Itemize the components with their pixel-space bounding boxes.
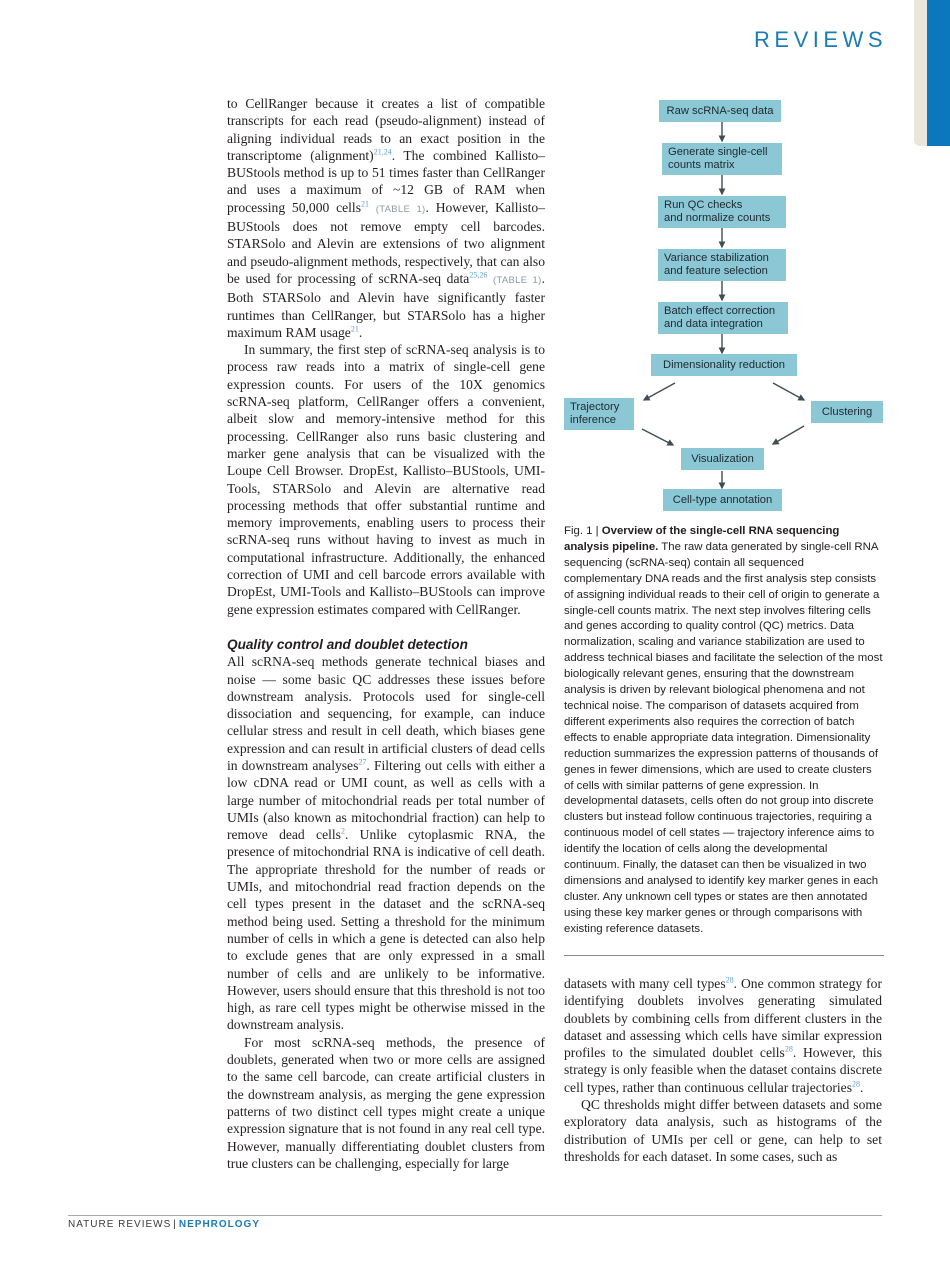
box-variance-stabilization: Variance stabilization and feature selection: [658, 249, 786, 281]
caption-divider: [564, 955, 884, 956]
box-trajectory-inference: Trajectory inference: [564, 398, 634, 430]
figure-caption-body: The raw data generated by single-cell RNA sequencing (scRNA-seq) contain all sequenced complementary DNA reads and the first analysis step consists of assigning individual reads to their cell of origin to generate a single-cell counts matrix. The next step involves filtering cells and genes according to quality control (QC) metrics. Data normalization, scaling and variance stabilization are used to address technical biases and facilitate the selection of the most biologically relevant genes, ensuring that the downstream analysis is driven by relevant biological phenomena and not technical noise. The comparison of datasets acquired from different experiments also requires the correction of batch effects to enable appropriate data integration. Dimensionality reduction summarizes the expression patterns of thousands of genes in fewer dimensions, which are used to create clusters of cells with similar patterns of gene expression. In developmental datasets, cells often do not group into discrete clusters but instead follow continuous trajectories, requiring a continuous model of cell states — trajectory inference aims to identify the location of cells along the developmental continuum. Finally, the dataset can then be visualized in two dimensions and analysed to identify key marker genes in each cluster. Any unknown cell types or states are then annotated using these key marker genes or through comparisons with existing reference datasets.: [564, 540, 883, 935]
journal-name: NEPHROLOGY: [178, 1219, 261, 1230]
section-header: REVIEWS: [754, 27, 887, 52]
left-column: [227, 95, 545, 1172]
box-batch-correction: Batch effect correction and data integration: [658, 302, 788, 334]
citation-link[interactable]: 28: [725, 975, 734, 985]
paragraph: to CellRanger because it creates a list of compatible transcripts for each read (pseudo-alignment) instead of aligning individual reads to an exact position in the transcriptome (alignment)$^{21,24}$. The combined Kallisto–BUStools method is up to 51 times faster than CellRanger and uses a maximum of ~12 GB of RAM when processing 50,000 cells$^{21}$ (TABLE 1). However, Kallisto–BUStools does not remove empty cell barcodes. STARSolo and Alevin are extensions of two alignment and pseudo-alignment methods, respectively, that can also be used for processing of scRNA-seq data$^{25,26}$ (TABLE 1). Both STARSolo and Alevin have significantly faster runtimes than CellRanger, but STARSolo has a higher maximum RAM usage$^{21}$.: [227, 96, 546, 340]
paragraph: QC thresholds might differ between datasets and some exploratory data analysis, such as histograms of the distribution of UMIs per cell or gene, can help to set thresholds for each dataset. In some cases, such as: [564, 1097, 882, 1164]
citation-link[interactable]: 28: [784, 1044, 793, 1054]
citation-link[interactable]: 21,24: [373, 147, 392, 157]
publisher-name: NATURE REVIEWS: [68, 1219, 172, 1230]
figure-title: Overview of the single-cell RNA sequencing analysis pipeline.: [564, 525, 840, 553]
citation-link[interactable]: 2: [340, 826, 345, 836]
box-counts-matrix: Generate single-cell counts matrix: [662, 143, 782, 175]
paragraph: For most scRNA-seq methods, the presence of doublets, generated when two or more cells are assigned to the same cell barcode, can create artificial clusters in the downstream analysis, as merging the gene expression patterns of two distinct cell types might create a unique expression signature that is not found in any real cell type. However, manually differentiating doublet clusters from true clusters can be challenging, especially for large: [227, 1034, 545, 1171]
box-visualization: Visualization: [681, 448, 764, 470]
paragraph: All scRNA-seq methods generate technical biases and noise — some basic QC addresses these issues before downstream analysis. Protocols used for single-cell dissociation and sequencing, for example, can induce cellular stress and result in cell death, which biases gene expression and can result in artificial clusters of dead cells in downstream analyses$^{27}$. Filtering out cells with either a low cDNA read or UMI count, as well as cells with a large number of mitochondrial reads per total number of UMIs (also known as mitochondrial fraction) can help to remove dead cells$^2$. Unlike cytoplasmic RNA, the presence of mitochondrial RNA is indicative of cell death. The appropriate threshold for the number of reads or UMIs, and mitochondrial read fraction depends on the cell types present in the dataset and the scRNA-seq method being used. Setting a threshold for the minimum number of cells in which a gene is detected can also help to exclude genes that are only expressed in a small number of cells and are unlikely to be informative. However, users should ensure that this threshold is not too high, as rare cell types might be otherwise missed in the downstream analysis.: [227, 654, 545, 1033]
box-dimensionality-reduction: Dimensionality reduction: [651, 354, 797, 376]
section-color-tab: [927, 0, 950, 146]
citation-link[interactable]: 25,26: [469, 270, 488, 280]
citation-link[interactable]: 21: [361, 199, 369, 209]
box-qc-normalize: Run QC checks and normalize counts: [658, 196, 786, 228]
section-heading: Quality control and doublet detection: [227, 636, 468, 652]
pipeline-figure: [562, 96, 884, 516]
citation-link[interactable]: 27: [358, 757, 367, 767]
page-footer: [68, 1219, 260, 1230]
paragraph: In summary, the first step of scRNA-seq analysis is to process raw reads into a matrix of single-cell gene expression counts. For users of the 10X genomics scRNA-seq platform, CellRanger offers a convenient, albeit slow and memory-intensive method for this processing. CellRanger also runs basic clustering and marker gene analysis that can be visualized with the Loupe Cell Browser. DropEst, Kallisto–BUStools, UMI-Tools, STARSolo and Alevin are alternative read processing methods that offer substantial runtime and memory improvements, enabling users to process their scRNA-seq runs without having to invest as much in computational infrastructure. Additionally, the enhanced correction of UMI and cell barcode errors available with DropEst, UMI-Tools and Kallisto–BUStools can improve gene expression estimates compared with CellRanger.: [227, 342, 545, 617]
box-clustering: Clustering: [811, 401, 883, 423]
figure-caption: [564, 524, 884, 938]
page-edge-tab: [914, 0, 928, 146]
figure-label: Fig. 1 |: [564, 525, 602, 537]
table-link[interactable]: (TABLE 1): [375, 203, 426, 215]
box-raw-data: Raw scRNA-seq data: [659, 100, 781, 122]
citation-link[interactable]: 28: [852, 1079, 860, 1089]
paragraph: datasets with many cell types$^{28}$. One common strategy for identifying doublets involves generating simulated doublets by combining cells from different clusters in the dataset and assessing which cells have similar expression profiles to the simulated doublet cells$^{28}$. However, this strategy is only feasible when the dataset contains discrete cell types, rather than continuous cellular trajectories$^{28}$.: [564, 975, 882, 1095]
right-column: [564, 975, 882, 1165]
box-cell-type-annotation: Cell-type annotation: [663, 489, 782, 511]
table-link[interactable]: (TABLE 1): [493, 274, 542, 286]
footer-divider: [68, 1215, 882, 1216]
footer-separator: |: [173, 1219, 177, 1230]
citation-link[interactable]: 21: [350, 324, 359, 334]
